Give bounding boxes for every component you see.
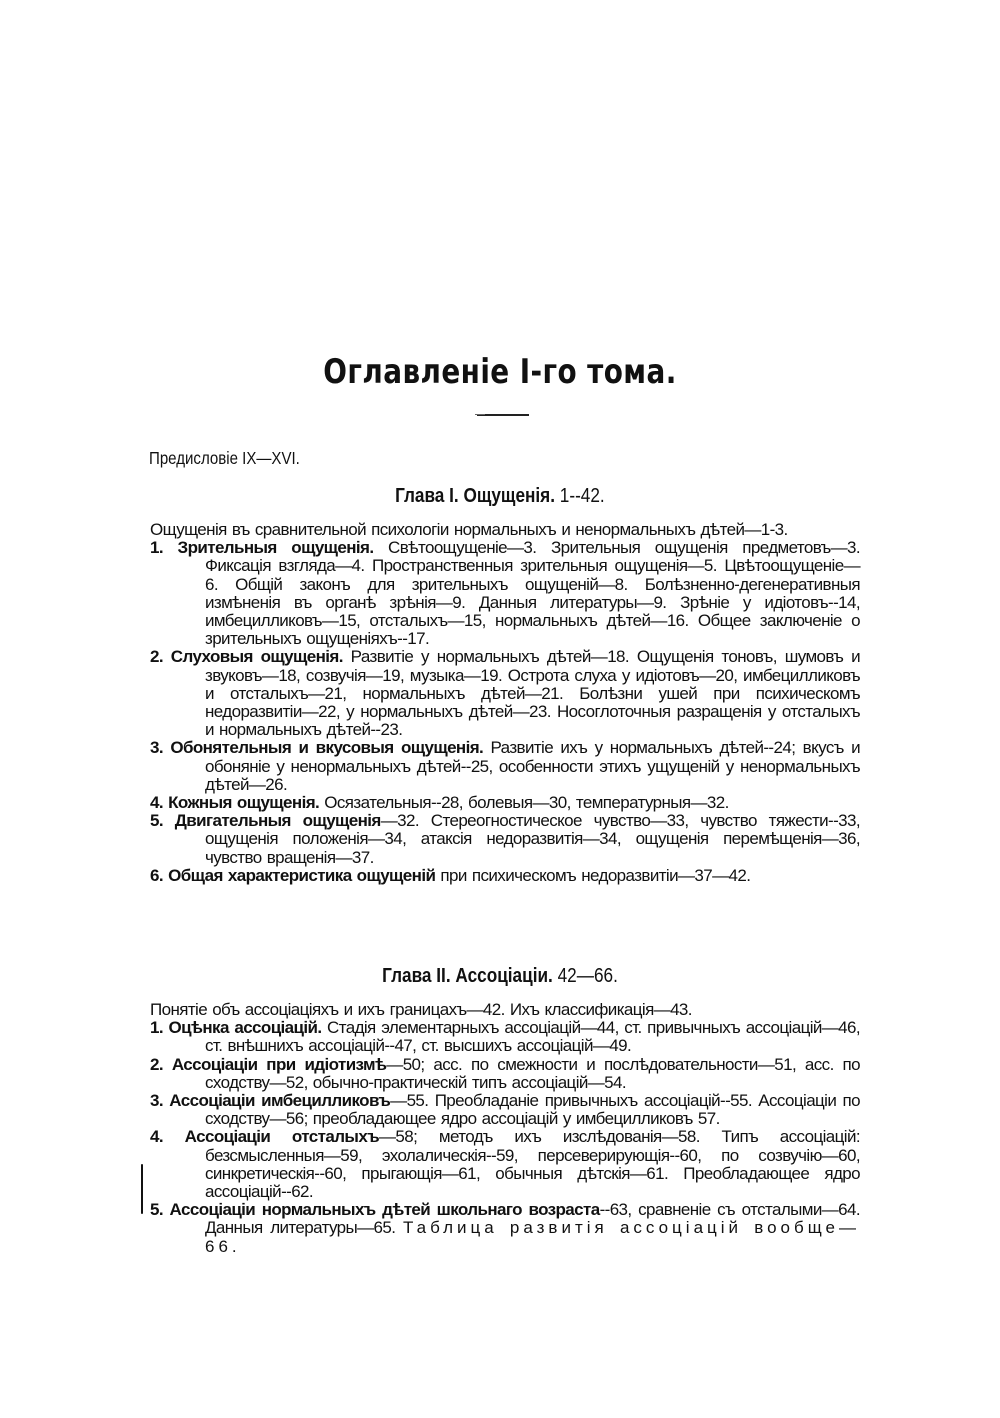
section-title: Слуховыя ощущенія.: [170, 647, 343, 667]
section-text: Развитіе ихъ у нормальныхъ дѣтей--24; вкусъ и обоняніе у ненормальныхъ дѣтей--25, особенности этихъ ущущеній у ненормальныхъ дѣтей—26.: [205, 738, 860, 794]
chapter-2-pages: 42—66.: [552, 965, 618, 987]
section-text: Осязательныя--28, болевыя—30, температурныя—32.: [319, 793, 729, 813]
section-text: —55. Преобладаніе привычныхъ ассоціацій--55. Ассоціаціи по сходству—56; преобладающее ядро ассоціацій у имбецилликовъ 57.: [205, 1091, 860, 1129]
margin-pencil-mark: [141, 1164, 143, 1214]
chapter-1-title: Глава I. Ощущенія.: [395, 485, 556, 507]
section-number: 2.: [150, 647, 163, 667]
section-number: 2.: [150, 1054, 163, 1074]
section-title: Ассоціаціи отсталыхъ: [184, 1127, 379, 1147]
section-number: 3.: [150, 1091, 163, 1111]
chapter-1-section-3: [150, 739, 860, 794]
section-title: Оцѣнка ассоціацій.: [168, 1018, 322, 1038]
chapter-2-heading: [0, 965, 1000, 988]
chapter-1-section-6: [150, 867, 860, 885]
chapter-2-section-4: [150, 1128, 860, 1201]
section-text: —32. Стереогностическое чувство—33, чувство тяжести--33, ощущенія положенія—34, атаксія недоразвитія—34, ощущенія перемѣщенія—36, чувство вращенія—37.: [205, 811, 860, 867]
section-title: Общая характеристика ощущеній: [168, 865, 436, 885]
section-number: 5.: [150, 1200, 163, 1220]
section-text: при психическомъ недоразвитіи—37—42.: [435, 865, 751, 885]
chapter-1-section-4: [150, 794, 860, 812]
section-title: Двигательныя ощущенія: [174, 811, 381, 831]
section-text: —50; асс. по смежности и послѣдовательности—51, асс. по сходству—52, обычно-практическій типъ ассоціацій—54.: [205, 1054, 860, 1092]
chapter-2-section-3: [150, 1092, 860, 1128]
chapter-2-section-5: [150, 1201, 860, 1256]
section-number: 4.: [150, 1127, 163, 1147]
section-number: 4.: [150, 793, 163, 813]
section-title: Кожныя ощущенія.: [168, 793, 320, 813]
divider-rule: [477, 414, 529, 416]
chapter-2-title: Глава II. Ассоціаціи.: [382, 965, 553, 987]
chapter-1-intro: Ощущенія въ сравнительной психологіи нормальныхъ и ненормальныхъ дѣтей—1-3.: [150, 520, 788, 539]
section-title: Зрительныя ощущенія.: [177, 538, 374, 558]
section-title: Ассоціаціи нормальныхъ дѣтей школьнаго возраста: [169, 1200, 600, 1220]
section-text: Свѣтоощущеніе—3. Зрительныя ощущенія предметовъ—3. Фиксація взгляда—4. Пространственныя зрительныя ощущенія—5. Цвѣтоощущеніе—6. Общій законъ для зрительныхъ ощущеній—8. Болѣзненно-дегенеративныя измѣненія въ органѣ зрѣнія—9. Данныя литературы—9. Зрѣніе у идіотовъ--14, имбецилликовъ—15, отсталыхъ—15, нормальныхъ дѣтей—16. Общее заключеніе о зрительныхъ ощущеніяхъ--17.: [205, 538, 861, 649]
chapter-2-intro: Понятіе объ ассоціаціяхъ и ихъ границахъ—42. Ихъ классификація—43.: [150, 1000, 692, 1019]
section-number: 1.: [150, 538, 163, 558]
chapter-1-heading: [0, 485, 1000, 508]
section-number: 3.: [150, 738, 163, 758]
section-text: Развитіе у нормальныхъ дѣтей—18. Ощущенія тоновъ, шумовъ и звуковъ—18, созвучія—19, музыка—19. Острота слуха у идіотовъ—20, имбецилликовъ и отсталыхъ—21, нормальныхъ дѣтей—21. Болѣзни ушей при психическомъ недоразвитіи—22, у нормальныхъ дѣтей—23. Носоглоточныя разращенія у отсталыхъ и нормальныхъ дѣтей--23.: [205, 647, 860, 740]
section-title: Ассоціаціи при идіотизмѣ: [171, 1054, 387, 1074]
chapter-2-section-2: [150, 1056, 860, 1092]
section-title: Обонятельныя и вкусовыя ощущенія.: [170, 738, 484, 758]
chapter-1-section-1: [150, 539, 860, 648]
section-title: Ассоціаціи имбецилликовъ: [169, 1091, 391, 1111]
chapter-1-section-2: [150, 648, 860, 739]
section-text-spaced: Таблица развитія ассоціацій вообще—66.: [205, 1218, 860, 1256]
chapter-2-section-1: [150, 1019, 860, 1055]
preface-entry: Предисловіе IX—XVI.: [149, 448, 300, 468]
chapter-1-contents: [150, 521, 860, 885]
section-number: 1.: [150, 1018, 163, 1038]
chapter-1-pages: 1--42.: [555, 485, 605, 507]
section-number: 6.: [150, 865, 163, 885]
page-title: Оглавленіе І-го тома.: [323, 352, 677, 392]
chapter-1-section-5: [150, 812, 860, 867]
section-text: --63, сравненіе съ отсталыми—64. Данныя литературы—65.: [205, 1200, 860, 1238]
section-text: —58; методъ ихъ изслѣдованія—58. Типъ ассоціацій: безсмысленныя—59, эхолалическія--59, персеверирующія--60, по созвучію—60, синкретическія--60, прыгающія—61, обычныя дѣтскія—61. Преобладающее ядро ассоціацій--62.: [205, 1127, 860, 1202]
section-number: 5.: [150, 811, 163, 831]
chapter-2-contents: [150, 1001, 860, 1256]
section-text: Стадія элементарныхъ ассоціацій—44, ст. привычныхъ ассоціацій—46, ст. внѣшнихъ ассоціацій--47, ст. высшихъ ассоціацій—49.: [205, 1018, 861, 1056]
